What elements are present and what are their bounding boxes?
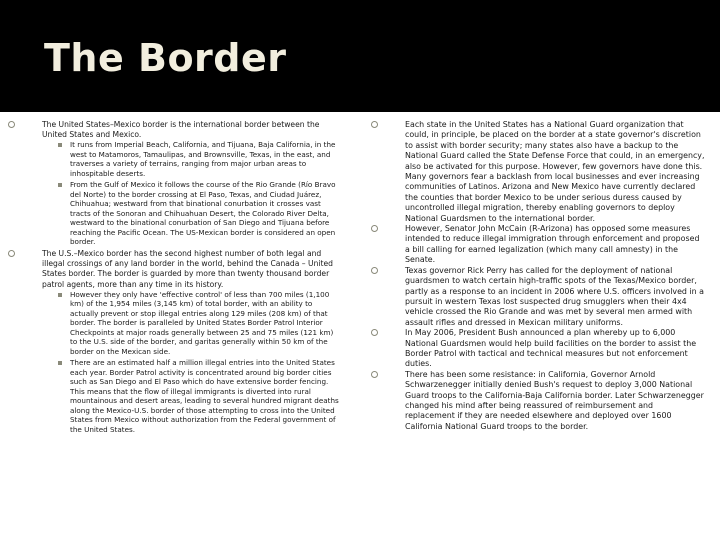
hollow-circle-bullet-icon — [371, 329, 378, 336]
left-subbullet-2-1 — [24, 290, 342, 357]
hollow-circle-bullet-icon — [371, 371, 378, 378]
bullet-text: In May 2006, President Bush announced a plan whereby up to 6,000 National Guardsmen would help build facilities on the border to assist the Border Patrol with tactical and technical measures but not enforcement duties. — [405, 328, 697, 369]
bullet-text: There has been some resistance: in California, Governor Arnold Schwarzenegger initially denied Bush's request to deploy 3,000 National Guard troops to the California-Baja California border. Later Schwarzenegger changed his mind after being reassured of reimbursement and replacement if they are needed elsewhere and deployed over 1600 California National Guard troops to the border. — [405, 369, 704, 431]
subbullet-text: It runs from Imperial Beach, California, and Tijuana, Baja California, in the west to Matamoros, Tamaulipas, and Brownsville, Texas, in the east, and traverses a variety of terrains, ranging from major urban areas to inhospitable deserts. — [70, 140, 336, 178]
right-bullet-3 — [387, 266, 705, 328]
bullet-text: The U.S.–Mexico border has the second highest number of both legal and illegal crossings of any land border in the world, behind the Canada – United States border. The border is guarded by more than twenty thousand border patrol agents, more than any time in its history. — [42, 248, 333, 289]
bullet-text: However, Senator John McCain (R-Arizona) has opposed some measures intended to reduce illegal immigration through enforcement and proposed a bill calling for earned legalization (which many call amnesty) in the Senate. — [405, 224, 700, 265]
right-bullet-4 — [387, 328, 705, 370]
slide-title: The Border — [44, 36, 287, 80]
right-bullet-5 — [387, 370, 705, 432]
left-bullet-2 — [24, 249, 342, 290]
hollow-circle-bullet-icon — [8, 121, 15, 128]
square-bullet-icon — [58, 293, 62, 297]
right-column — [387, 120, 705, 432]
right-bullet-2 — [387, 224, 705, 266]
bullet-text: The United States–Mexico border is the international border between the United States and Mexico. — [42, 120, 320, 140]
subbullet-text: There are an estimated half a million illegal entries into the United States each year. Border Patrol activity is concentrated around big border cities such as San Diego and El Paso which do have extensive border fencing. This means that the flow of illegal immigrants is diverted into rural mountainous and desert areas, leading to several hundred migrant deaths along the Mexico-U.S. border of those attempting to cross into the United States from Mexico without authorization from the Federal government of the United States. — [70, 358, 339, 434]
left-subbullet-1-1 — [24, 140, 342, 178]
left-subbullet-1-2 — [24, 180, 342, 247]
subbullet-text: However they only have 'effective control' of less than 700 miles (1,100 km) of the 1,954 miles (3,145 km) of total border, with an ability to actually prevent or stop illegal entries along 129 miles (208 km) of that border. The border is paralleled by United States Border Patrol Interior Checkpoints at major roads generally between 25 and 75 miles (121 km) to the U.S. side of the border, and garitas generally within 50 km of the border on the Mexican side. — [70, 289, 334, 356]
subbullet-text: From the Gulf of Mexico it follows the course of the Rio Grande (Río Bravo del Norte) to the border crossing at El Paso, Texas, and Ciudad Juárez, Chihuahua; westward from that binational conurbation it crosses vast tracts of the Sonoran and Chihuahuan Desert, the Colorado River Delta, westward to the binational conurbation of San Diego and Tijuana before reaching the Pacific Ocean. The US-Mexican border is considered an open border. — [70, 180, 336, 247]
square-bullet-icon — [58, 361, 62, 365]
square-bullet-icon — [58, 183, 62, 187]
bullet-text: Each state in the United States has a National Guard organization that could, in principle, be placed on the border at a state governor's discretion to assist with border security; many states also have a backup to the National Guard called the State Defense Force that could, in an emergency, also be activated for this purpose. However, few governors have done this. Many governors fear a backlash from local businesses and ever increasing communities of Latinos. Arizona and New Mexico have currently declared the counties that border Mexico to be under serious duress caused by uncontrolled illegal migration, thereby enabling governors to deploy National Guardsmen to the international border. — [405, 120, 705, 223]
hollow-circle-bullet-icon — [371, 121, 378, 128]
title-band — [0, 0, 720, 112]
left-column — [24, 120, 342, 434]
square-bullet-icon — [58, 143, 62, 147]
bullet-text: Texas governor Rick Perry has called for the deployment of national guardsmen to watch certain high-traffic spots of the Texas/Mexico border, partly as a response to an incident in 2006 where U.S. officers involved in a pursuit in western Texas lost suspected drug smugglers when their 4x4 vehicle crossed the Rio Grande and was met by several men armed with assault rifles and dressed in Mexican military uniforms. — [405, 265, 704, 327]
hollow-circle-bullet-icon — [8, 250, 15, 257]
right-bullet-1 — [387, 120, 705, 224]
hollow-circle-bullet-icon — [371, 267, 378, 274]
hollow-circle-bullet-icon — [371, 225, 378, 232]
left-bullet-1 — [24, 120, 342, 140]
left-subbullet-2-2 — [24, 358, 342, 434]
